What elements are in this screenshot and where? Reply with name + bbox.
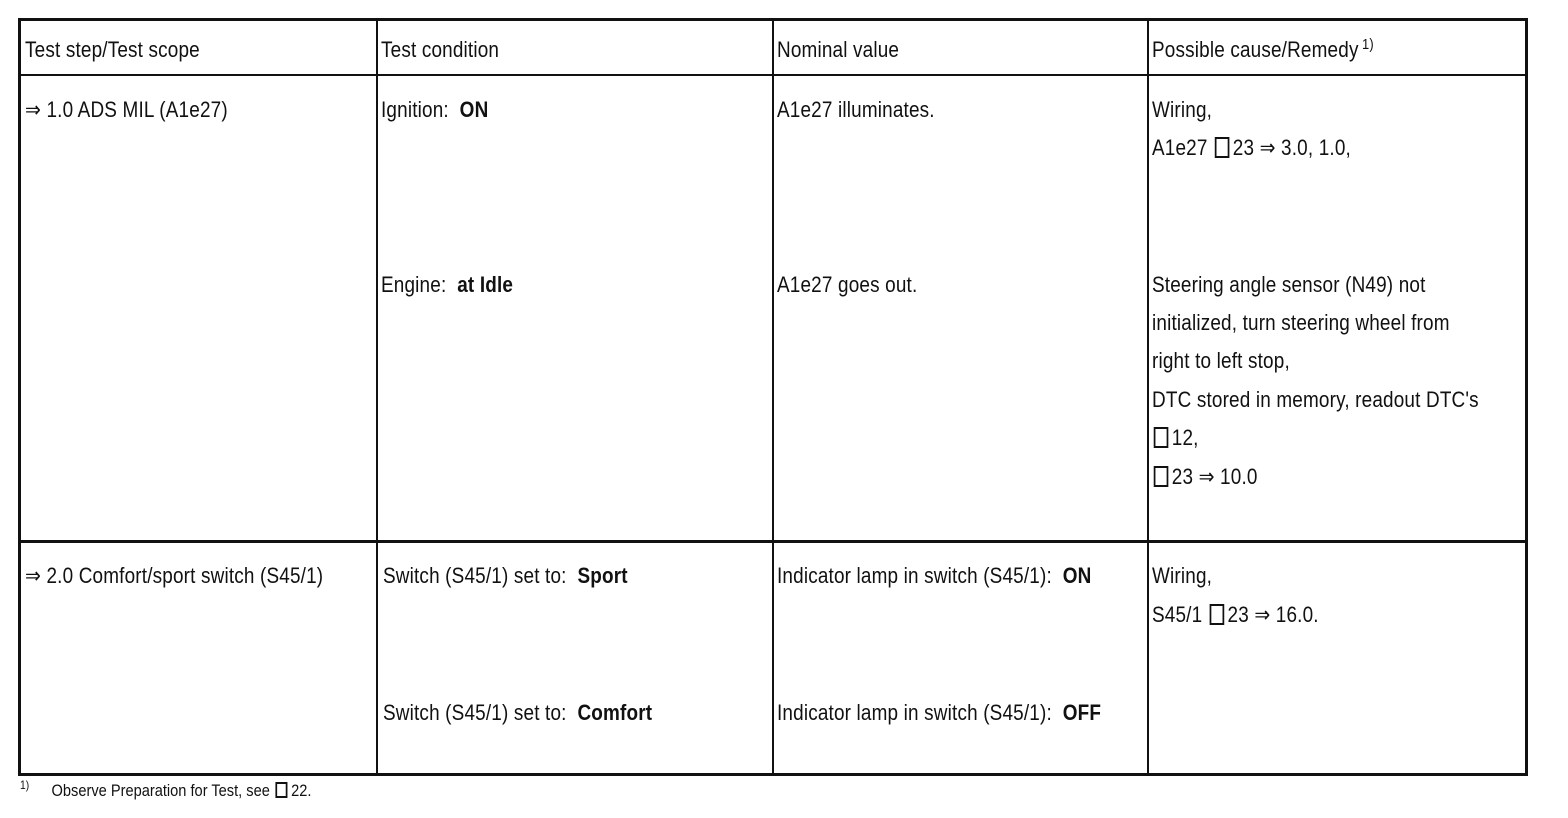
footnote-marker: 1) <box>20 778 30 793</box>
row-divider <box>21 540 1525 543</box>
page-reference-icon <box>1154 466 1169 487</box>
header-divider <box>21 74 1525 76</box>
nominal-illuminates: A1e27 illuminates. <box>777 97 935 122</box>
condition-engine: Engine: at Idle <box>381 272 514 297</box>
remedy-wiring-1: Wiring, <box>1152 97 1213 122</box>
page-reference-icon <box>1154 427 1169 448</box>
footnote: $^{1)}$ Observe Preparation for Test, see 22. <box>20 778 312 800</box>
page-reference-icon <box>1209 604 1224 625</box>
condition-comfort: Switch (S45/1) set to: Comfort <box>383 700 653 725</box>
page-reference-icon <box>276 782 288 798</box>
remedy-steering-line: DTC stored in memory, readout DTC's <box>1152 387 1479 412</box>
remedy-steering-line: right to left stop, <box>1152 348 1290 373</box>
remedy-steering-line: 12, <box>1152 419 1199 457</box>
remedy-steering-line: 23 ⇒ 10.0 <box>1152 458 1258 496</box>
condition-sport: Switch (S45/1) set to: Sport <box>383 563 628 588</box>
arrow-icon: ⇒ <box>25 97 42 122</box>
header-test-step: Test step/Test scope <box>25 37 200 62</box>
remedy-wiring-ref-2: S45/1 23 ⇒ 16.0. <box>1152 602 1319 627</box>
condition-ignition: Ignition: ON <box>381 97 489 122</box>
test-step-2: ⇒ 2.0 Comfort/sport switch (S45/1) <box>25 563 324 588</box>
column-divider <box>376 21 378 773</box>
footnote-reference: 1) <box>1362 35 1374 53</box>
page-reference-icon <box>1215 137 1230 158</box>
header-test-condition: Test condition <box>381 37 500 62</box>
remedy-wiring-ref-1: A1e27 23 ⇒ 3.0, 1.0, <box>1152 135 1351 160</box>
nominal-lamp-on: Indicator lamp in switch (S45/1): ON <box>777 563 1092 588</box>
header-possible-cause: Possible cause/Remedy $^{1)}$ <box>1152 35 1374 62</box>
remedy-steering-line: Steering angle sensor (N49) not <box>1152 272 1426 297</box>
test-step-1: ⇒ 1.0 ADS MIL (A1e27) <box>25 97 228 122</box>
column-divider <box>772 21 774 773</box>
nominal-goes-out: A1e27 goes out. <box>777 272 918 297</box>
remedy-steering-line: initialized, turn steering wheel from <box>1152 310 1450 335</box>
remedy-wiring-2: Wiring, <box>1152 563 1213 588</box>
nominal-lamp-off: Indicator lamp in switch (S45/1): OFF <box>777 700 1102 725</box>
diagnostic-test-table <box>18 18 1528 776</box>
header-nominal-value: Nominal value <box>777 37 900 62</box>
column-divider <box>1147 21 1149 773</box>
arrow-icon: ⇒ <box>25 563 42 588</box>
